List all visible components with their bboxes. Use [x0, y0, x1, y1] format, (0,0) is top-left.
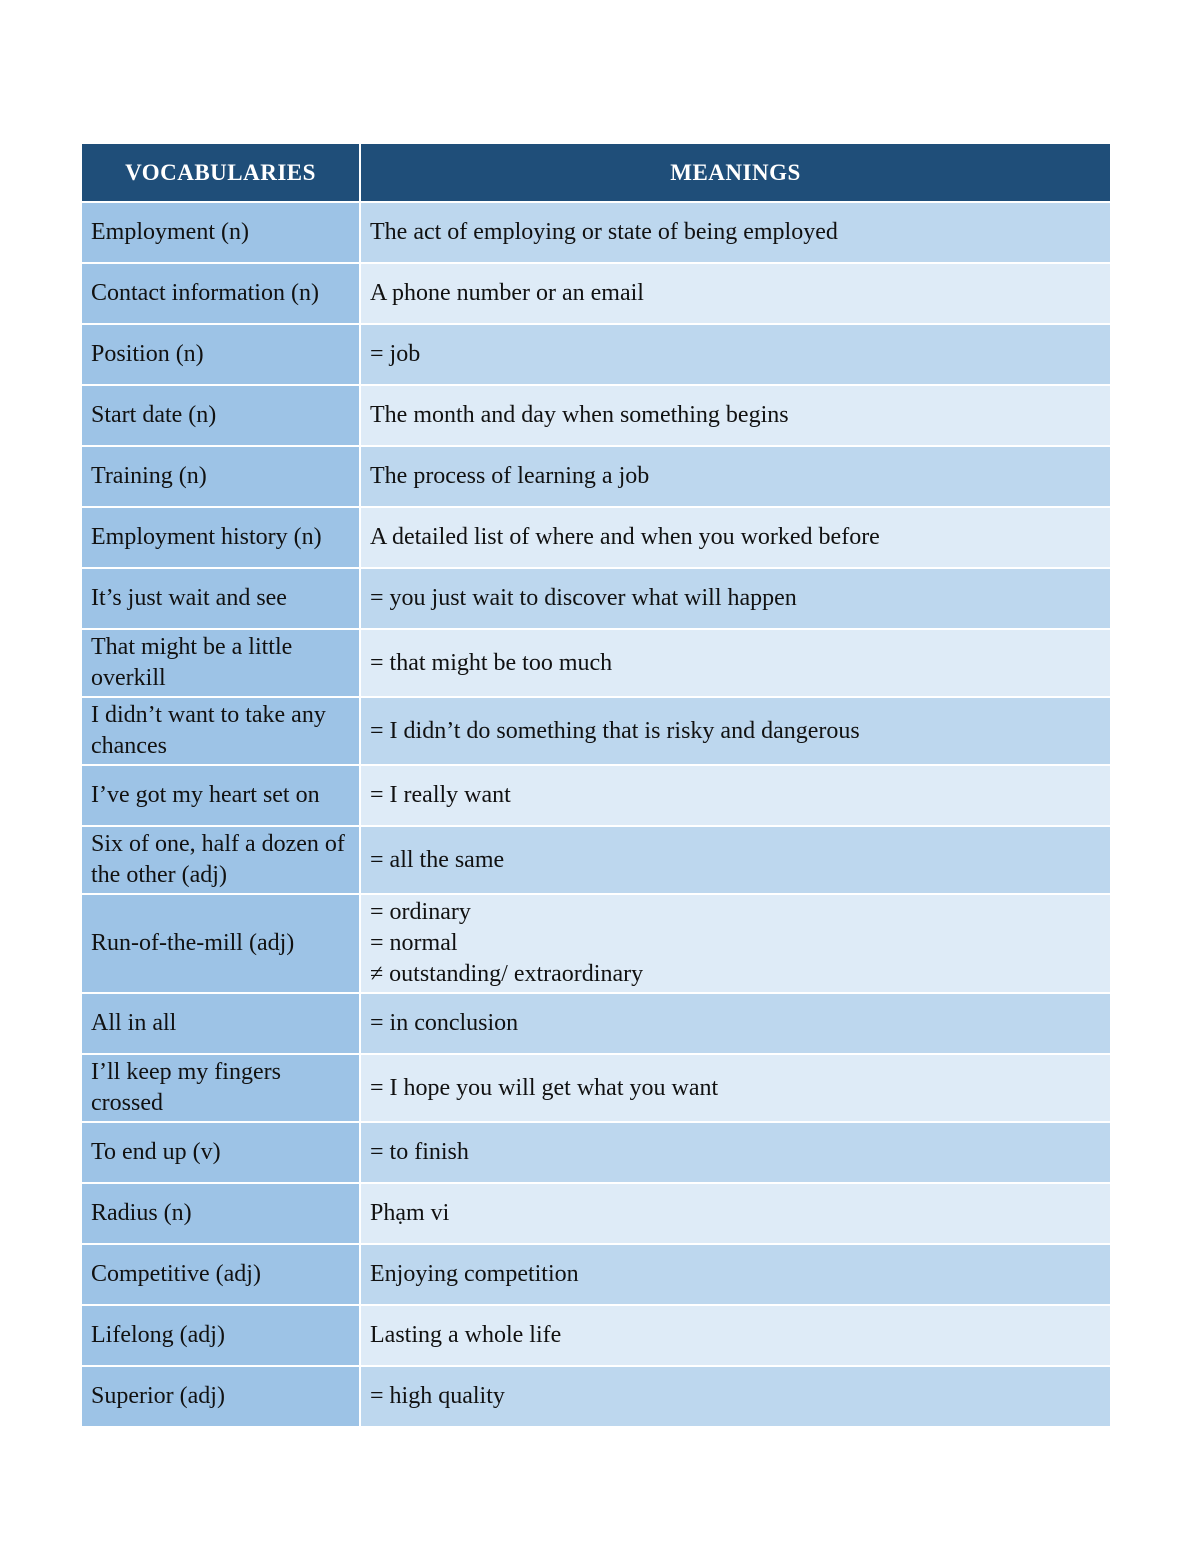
- meaning-line: = in conclusion: [370, 1010, 519, 1036]
- vocabulary-term: Position (n): [81, 324, 360, 385]
- table-row: [81, 568, 1111, 629]
- table-row: [81, 263, 1111, 324]
- vocabulary-meaning: [360, 765, 1111, 826]
- table-row: [81, 1183, 1111, 1244]
- table-row: [81, 1244, 1111, 1305]
- vocabulary-term: Superior (adj): [81, 1366, 360, 1427]
- header-row: [81, 143, 1111, 202]
- meaning-line: = all the same: [370, 846, 505, 873]
- vocabulary-term: I’ve got my heart set on: [81, 765, 360, 826]
- meaning-line: = you just wait to discover what will happen: [370, 585, 797, 611]
- vocabulary-term: All in all: [81, 993, 360, 1054]
- vocabulary-meaning: [360, 826, 1111, 894]
- table-row: [81, 202, 1111, 263]
- table-row: [81, 765, 1111, 826]
- meaning-line: ≠ outstanding/ extraordinary: [370, 961, 644, 987]
- vocabulary-meaning: [360, 202, 1111, 263]
- table-row: [81, 1054, 1111, 1122]
- vocabulary-meaning: [360, 324, 1111, 385]
- vocabulary-term: Contact information (n): [81, 263, 360, 324]
- vocabulary-term: Radius (n): [81, 1183, 360, 1244]
- vocabulary-term: I didn’t want to take any chances: [81, 697, 360, 765]
- meaning-line: = to finish: [370, 1139, 469, 1165]
- table-body: [81, 202, 1111, 1427]
- vocabulary-meaning: [360, 1122, 1111, 1183]
- table-row: [81, 1305, 1111, 1366]
- vocabulary-term: That might be a little overkill: [81, 629, 360, 697]
- header-meanings: MEANINGS: [360, 143, 1111, 202]
- meaning-line: The process of learning a job: [370, 463, 650, 489]
- vocabulary-term: I’ll keep my fingers crossed: [81, 1054, 360, 1122]
- meaning-line: = high quality: [370, 1383, 505, 1409]
- vocabulary-meaning: [360, 1366, 1111, 1427]
- vocabulary-meaning: [360, 1244, 1111, 1305]
- meaning-line: Phạm vi: [370, 1200, 450, 1226]
- meaning-line: = job: [370, 341, 421, 367]
- meaning-line: The act of employing or state of being employed: [370, 219, 838, 245]
- table-row: [81, 1366, 1111, 1427]
- vocabulary-meaning: [360, 568, 1111, 629]
- meaning-line: = normal: [370, 930, 458, 956]
- table-row: [81, 826, 1111, 894]
- vocabulary-meaning: [360, 1305, 1111, 1366]
- table-row: [81, 697, 1111, 765]
- vocabulary-meaning: [360, 1183, 1111, 1244]
- vocabulary-meaning: [360, 263, 1111, 324]
- meaning-line: A detailed list of where and when you worked before: [370, 524, 880, 550]
- table-row: [81, 1122, 1111, 1183]
- table-row: [81, 629, 1111, 697]
- vocabulary-term: Six of one, half a dozen of the other (adj): [81, 826, 360, 894]
- vocabulary-meaning: [360, 629, 1111, 697]
- vocabulary-table: [80, 142, 1112, 1428]
- table-row: [81, 993, 1111, 1054]
- vocabulary-term: Lifelong (adj): [81, 1305, 360, 1366]
- meaning-line: = I didn’t do something that is risky and dangerous: [370, 717, 860, 744]
- vocabulary-term: Competitive (adj): [81, 1244, 360, 1305]
- table-row: [81, 446, 1111, 507]
- vocabulary-meaning: [360, 385, 1111, 446]
- meaning-line: = ordinary: [370, 899, 471, 925]
- vocabulary-term: It’s just wait and see: [81, 568, 360, 629]
- vocabulary-meaning: [360, 1054, 1111, 1122]
- table-row: [81, 507, 1111, 568]
- vocabulary-meaning: [360, 993, 1111, 1054]
- vocabulary-term: Run-of-the-mill (adj): [81, 894, 360, 993]
- table-row: [81, 894, 1111, 993]
- vocabulary-term: Employment (n): [81, 202, 360, 263]
- vocabulary-meaning: [360, 446, 1111, 507]
- meaning-line: Enjoying competition: [370, 1261, 579, 1287]
- vocabulary-meaning: [360, 894, 1111, 993]
- vocabulary-term: Employment history (n): [81, 507, 360, 568]
- meaning-line: Lasting a whole life: [370, 1322, 562, 1348]
- meaning-line: The month and day when something begins: [370, 402, 789, 428]
- table-header: [81, 143, 1111, 202]
- table-row: [81, 324, 1111, 385]
- table-row: [81, 385, 1111, 446]
- vocabulary-term: Start date (n): [81, 385, 360, 446]
- vocabulary-term: To end up (v): [81, 1122, 360, 1183]
- vocabulary-term: Training (n): [81, 446, 360, 507]
- vocabulary-meaning: [360, 507, 1111, 568]
- vocabulary-meaning: [360, 697, 1111, 765]
- meaning-line: = I hope you will get what you want: [370, 1074, 719, 1101]
- header-vocabularies: VOCABULARIES: [81, 143, 360, 202]
- meaning-line: = that might be too much: [370, 649, 613, 676]
- meaning-line: = I really want: [370, 782, 511, 808]
- meaning-line: A phone number or an email: [370, 280, 644, 306]
